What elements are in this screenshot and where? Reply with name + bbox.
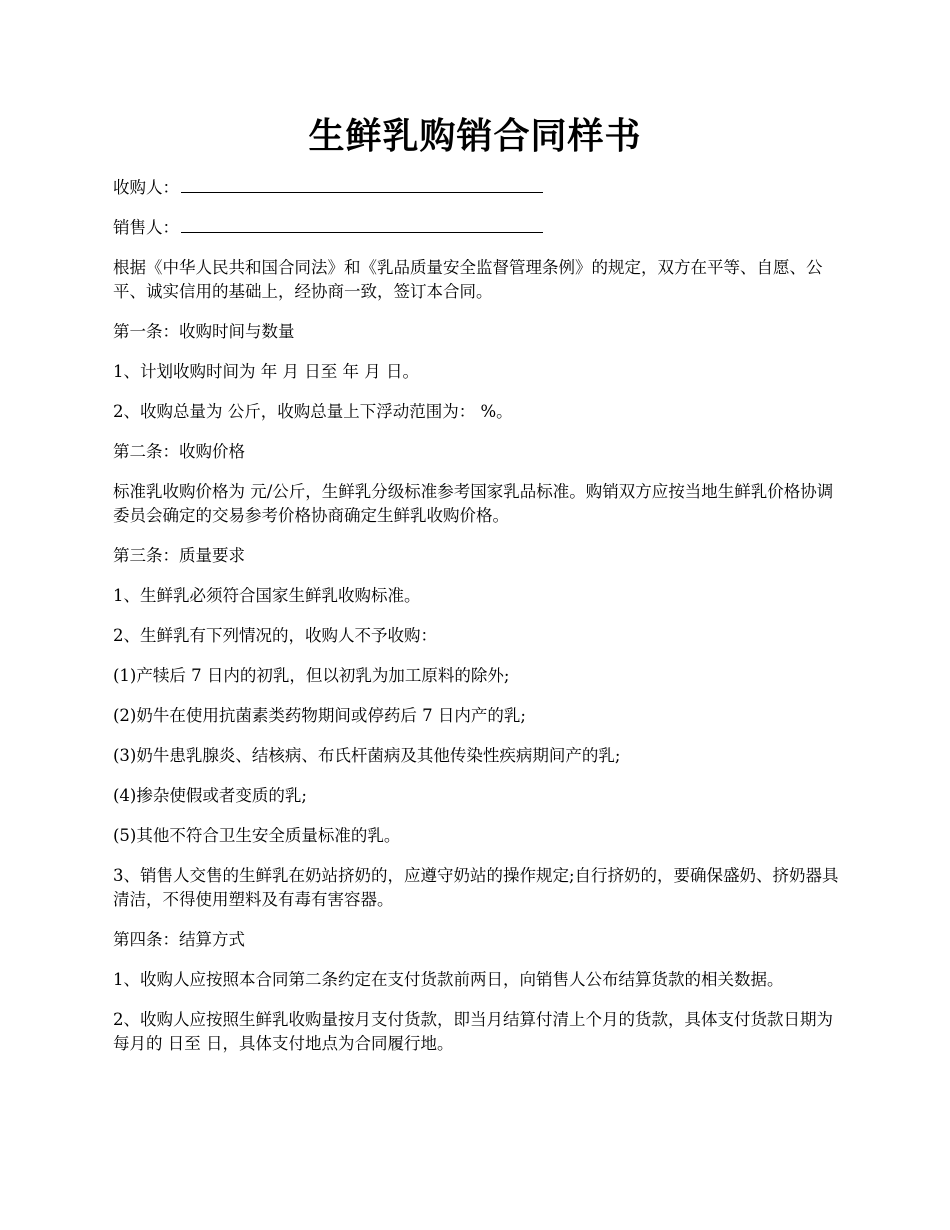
article-3-item-2: 2、生鲜乳有下列情况的，收购人不予收购： — [113, 626, 437, 645]
article-3-sub-2: (2)奶牛在使用抗菌素类药物期间或停药后 7 日内产的乳; — [113, 706, 526, 725]
article-2-text: 标准乳收购价格为 元/公斤，生鲜乳分级标准参考国家乳品标准。购销双方应按当地生鲜乳价格协调委员会确定的交易参考价格协商确定生鲜乳收购价格。 — [113, 482, 834, 525]
article-1-heading: 第一条：收购时间与数量 — [113, 322, 295, 341]
seller-blank-line[interactable] — [181, 218, 543, 233]
article-4-item-1: 1、收购人应按照本合同第二条约定在支付货款前两日，向销售人公布结算货款的相关数据。 — [113, 970, 784, 989]
article-4-heading: 第四条：结算方式 — [113, 930, 245, 949]
document-body — [113, 176, 848, 1072]
buyer-label: 收购人： — [113, 178, 179, 197]
article-1-item-1: 1、计划收购时间为 年 月 日至 年 月 日。 — [113, 362, 419, 381]
seller-field — [113, 216, 848, 240]
intro-paragraph: 根据《中华人民共和国合同法》和《乳品质量安全监督管理条例》的规定，双方在平等、自愿、公平、诚实信用的基础上，经协商一致，签订本合同。 — [113, 258, 823, 301]
article-1-item-2: 2、收购总量为 公斤，收购总量上下浮动范围为： %。 — [113, 402, 513, 421]
article-3-item-3: 3、销售人交售的生鲜乳在奶站挤奶的，应遵守奶站的操作规定;自行挤奶的，要确保盛奶、挤奶器具清洁，不得使用塑料及有毒有害容器。 — [113, 866, 839, 909]
seller-label: 销售人： — [113, 218, 179, 237]
article-4-item-2: 2、收购人应按照生鲜乳收购量按月支付货款，即当月结算付清上个月的货款，具体支付货款日期为每月的 日至 日，具体支付地点为合同履行地。 — [113, 1010, 833, 1053]
article-3-heading: 第三条：质量要求 — [113, 546, 245, 565]
buyer-field — [113, 176, 848, 200]
article-3-sub-3: (3)奶牛患乳腺炎、结核病、布氏杆菌病及其他传染性疾病期间产的乳; — [113, 746, 621, 765]
buyer-blank-line[interactable] — [181, 178, 543, 193]
article-3-sub-4: (4)掺杂使假或者变质的乳; — [113, 786, 307, 805]
article-3-sub-5: (5)其他不符合卫生安全质量标准的乳。 — [113, 826, 401, 845]
document-title: 生鲜乳购销合同样书 — [308, 115, 642, 157]
article-2-heading: 第二条：收购价格 — [113, 442, 245, 461]
article-3-sub-1: (1)产犊后 7 日内的初乳，但以初乳为加工原料的除外; — [113, 666, 510, 685]
article-3-item-1: 1、生鲜乳必须符合国家生鲜乳收购标准。 — [113, 586, 421, 605]
